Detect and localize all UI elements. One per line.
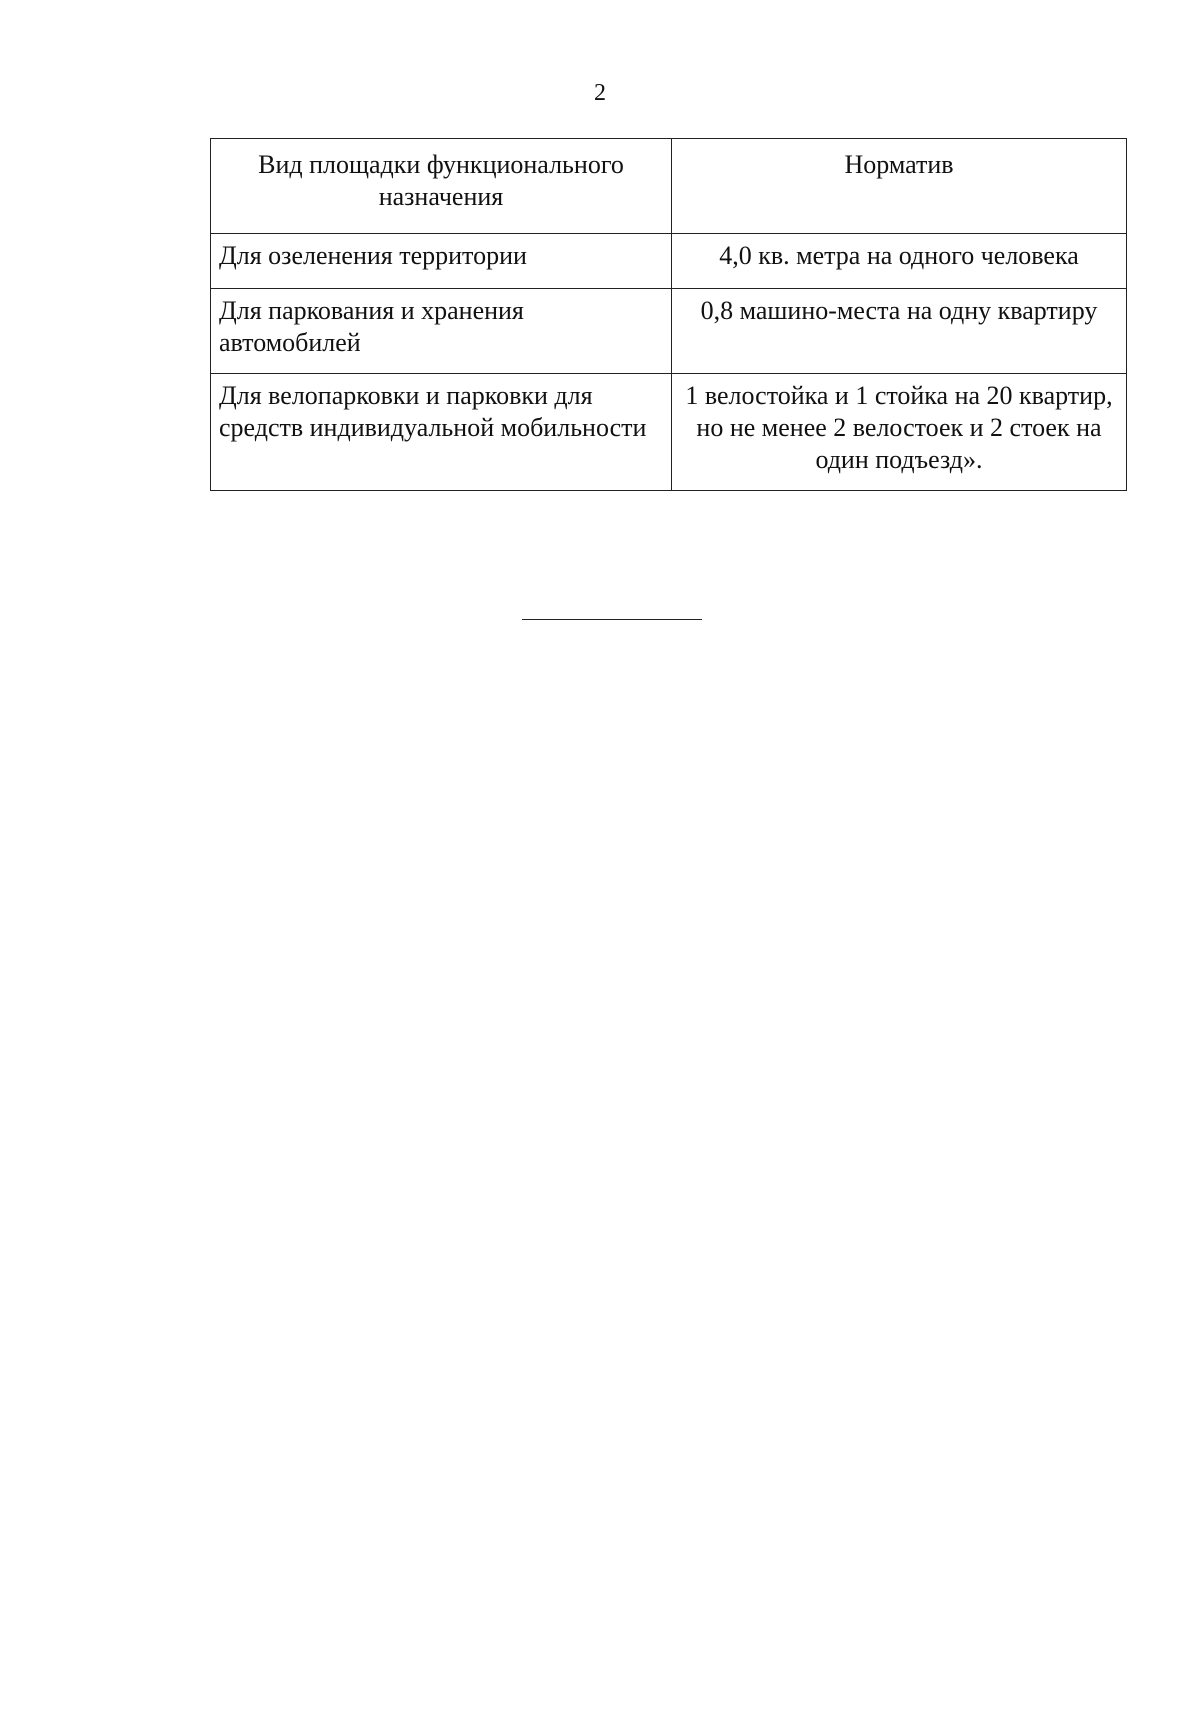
norm-cell: 0,8 машино-места на одну квартиру <box>671 289 1126 374</box>
page-number: 2 <box>594 80 606 106</box>
facility-type-cell: Для озеленения территории <box>211 234 672 289</box>
table-row <box>211 234 1127 289</box>
table-row <box>211 289 1127 374</box>
norm-cell: 1 велостойка и 1 стойка на 20 квартир, но не менее 2 велостоек и 2 стоек на один подъезд». <box>671 374 1126 491</box>
table-header-row <box>211 139 1127 234</box>
end-of-document-rule <box>522 619 702 620</box>
facility-type-cell: Для паркования и хранения автомобилей <box>211 289 672 374</box>
norms-table <box>210 138 1127 491</box>
facility-type-cell: Для велопарковки и парковки для средств индивидуальной мобильности <box>211 374 672 491</box>
table-row <box>211 374 1127 491</box>
norm-cell: 4,0 кв. метра на одного человека <box>671 234 1126 289</box>
header-norm: Норматив <box>671 139 1126 234</box>
header-facility-type: Вид площадки функционального назначения <box>211 139 672 234</box>
